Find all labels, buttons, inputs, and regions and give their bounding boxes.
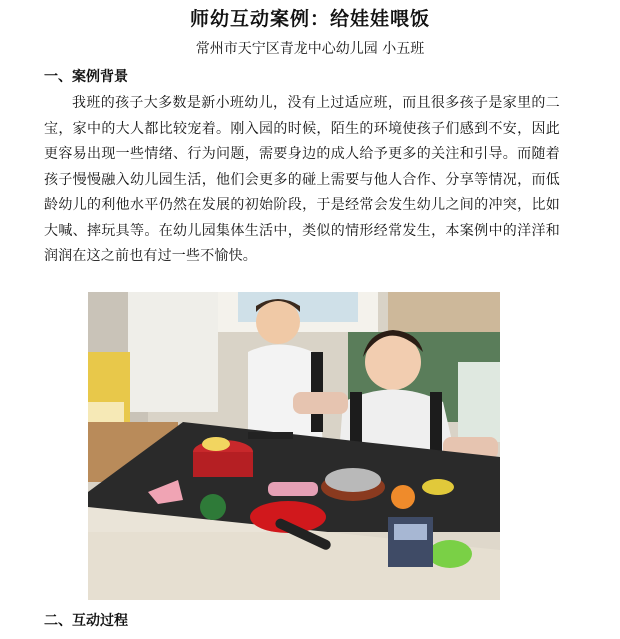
- cabinet-white: [128, 292, 218, 412]
- page-title: 师幼互动案例：给娃娃喂饭: [189, 8, 430, 30]
- pink-toaster: [268, 482, 318, 496]
- girl-arm-left: [293, 392, 348, 414]
- section-paragraph-background: 我班的孩子大多数是新小班幼儿，没有上过适应班，而且很多孩子是家里的二宝，家中的大人都比较宠着。刚入园的时候，陌生的环境使孩子们感到不安，因此更容易出现一些情绪、行为问题，需要身边的成人给予更多的关注和引导。而随着孩子慢慢融入幼儿园生活，他们会更多的碰上需要与他人合作、分享等情况，而低龄幼儿的利他水平仍然在发展的初始阶段，于是经常会发生幼儿之间的冲突，比如大喊、摔玩具等。在幼儿园集体生活中，类似的情形经常发生，本案例中的洋洋和润润在这之前也有过一些不愉快。: [44, 95, 560, 264]
- section-heading-background: 一、案例背景: [44, 69, 128, 85]
- section-heading-process: 二、互动过程: [44, 613, 128, 629]
- orange-toy: [391, 485, 415, 509]
- toy-box-label: [394, 524, 427, 540]
- classroom-photo: [88, 292, 500, 600]
- corn-toy: [202, 437, 230, 451]
- page-subtitle: 常州市天宁区青龙中心幼儿园 小五班: [195, 41, 425, 57]
- green-toy: [428, 540, 472, 568]
- yellow-toy: [422, 479, 454, 495]
- chair-back: [458, 362, 500, 442]
- pot-handle: [248, 432, 293, 439]
- pan-lid: [325, 468, 381, 492]
- girl-backpack-strap-right: [430, 392, 442, 452]
- watermelon-toy: [200, 494, 226, 520]
- photo-illustration: [88, 292, 500, 600]
- red-pot-body: [193, 452, 253, 477]
- boy-head: [256, 300, 300, 344]
